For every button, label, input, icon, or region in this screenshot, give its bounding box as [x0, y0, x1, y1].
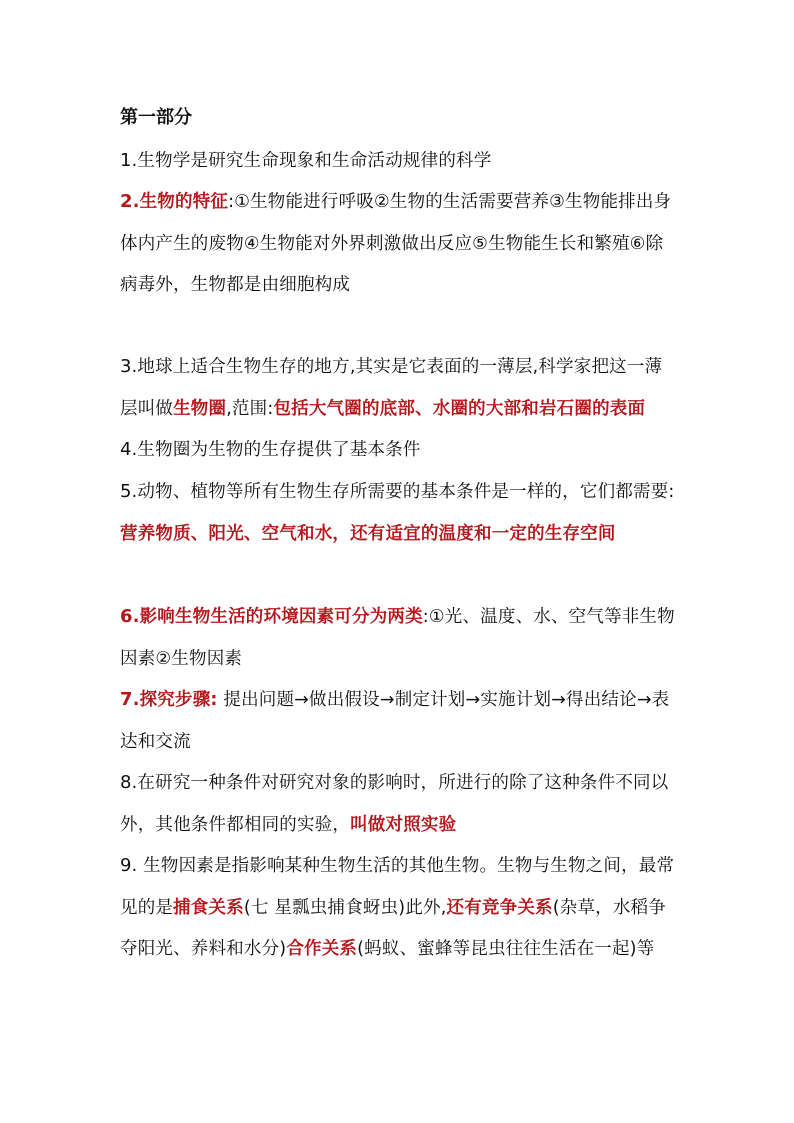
item-8: 8.在研究一种条件对研究对象的影响时，所进行的除了这种条件不同以外，其他条件都相同的实验，叫做对照实验	[120, 772, 669, 835]
item-4: 4.生物圈为生物的生存提供了基本条件	[120, 439, 421, 460]
item-2: 2.生物的特征:①生物能进行呼吸②生物的生活需要营养③生物能排出身体内产生的废物④生物能对外界刺激做出反应⑤生物能生长和繁殖⑥除病毒外，生物都是由细胞构成	[120, 191, 672, 295]
item-6: 6.影响生物生活的环境因素可分为两类:①光、温度、水、空气等非生物因素②生物因素	[120, 606, 675, 669]
item-text: 生物因素是指影响某种生物生活的其他生物。生物与生物之间，最常见的是	[120, 856, 675, 918]
item-number: 8	[120, 772, 132, 793]
item-text: (杂草，水稻争夺阳光、养料和水分)	[120, 897, 666, 959]
item-number: 4	[120, 439, 132, 460]
item-text: (七 星瓢虫捕食蚜虫)此外,	[243, 897, 447, 918]
item-5: 5.动物、植物等所有生物生存所需要的基本条件是一样的，它们都需要:营养物质、阳光、空气和水，还有适宜的温度和一定的生存空间	[120, 481, 675, 544]
item-number: 1	[120, 150, 132, 171]
item-keyword: 探究步骤	[139, 690, 211, 710]
item-text: :①光、温度、水、空气等非生物因素②生物因素	[120, 607, 675, 669]
item-number: 5	[120, 481, 132, 502]
item-text: 生物圈为生物的生存提供了基本条件	[137, 440, 421, 460]
item-number: 3	[120, 356, 132, 377]
item-1: 1.生物学是研究生命现象和生命活动规律的科学	[120, 150, 492, 171]
item-number: 7	[120, 689, 133, 710]
item-keyword: 影响生物生活的环境因素可分为两类	[139, 607, 423, 627]
item-9: 9. 生物因素是指影响某种生物生活的其他生物。生物与生物之间，最常见的是捕食关系(七 星瓢虫捕食蚜虫)此外,还有竞争关系(杂草，水稻争夺阳光、养料和水分)合作关系(蚂蚁、蜜蜂等昆虫往往生活在一起)等	[120, 855, 675, 959]
item-text: 地球上适合生物生存的地方,其实是它表面的一薄层,科学家把这一薄层叫做	[120, 357, 663, 419]
item-3: 3.地球上适合生物生存的地方,其实是它表面的一薄层,科学家把这一薄层叫做生物圈,范围:包括大气圈的底部、水圈的大部和岩石圈的表面	[120, 356, 663, 419]
section-title: 第一部分	[120, 107, 192, 128]
item-text: ,范围:	[226, 398, 274, 419]
item-text: 提出问题→做出假设→制定计划→实施计划→得出结论→表达和交流	[120, 690, 670, 752]
item-keyword: 包括大气圈的底部、水圈的大部和岩石圈的表面	[273, 398, 646, 419]
item-text: 动物、植物等所有生物生存所需要的基本条件是一样的，它们都需要:	[137, 482, 675, 502]
item-text: 生物学是研究生命现象和生命活动规律的科学	[137, 151, 492, 171]
item-keyword: 叫做对照实验	[350, 814, 457, 835]
item-keyword: 合作关系	[286, 939, 358, 959]
item-text: (蚂蚁、蜜蜂等昆虫往往生活在一起)等	[357, 939, 655, 959]
item-number: 2	[120, 191, 133, 212]
item-7: 7.探究步骤: 提出问题→做出假设→制定计划→实施计划→得出结论→表达和交流	[120, 689, 670, 752]
item-keyword: 生物圈	[173, 398, 227, 419]
item-text: 在研究一种条件对研究对象的影响时，所进行的除了这种条件不同以外，其他条件都相同的实验，	[120, 773, 669, 835]
item-number: 9	[120, 855, 132, 876]
item-text: :①生物能进行呼吸②生物的生活需要营养③生物能排出身体内产生的废物④生物能对外界刺激做出反应⑤生物能生长和繁殖⑥除病毒外，生物都是由细胞构成	[120, 192, 672, 295]
item-keyword: 还有竞争关系	[446, 897, 553, 918]
item-colon: :	[210, 690, 218, 710]
item-number: 6	[120, 606, 133, 627]
item-keyword: 捕食关系	[173, 897, 244, 918]
item-keyword: 营养物质、阳光、空气和水，还有适宜的温度和一定的生存空间	[120, 523, 616, 544]
item-keyword: 生物的特征	[139, 192, 229, 212]
